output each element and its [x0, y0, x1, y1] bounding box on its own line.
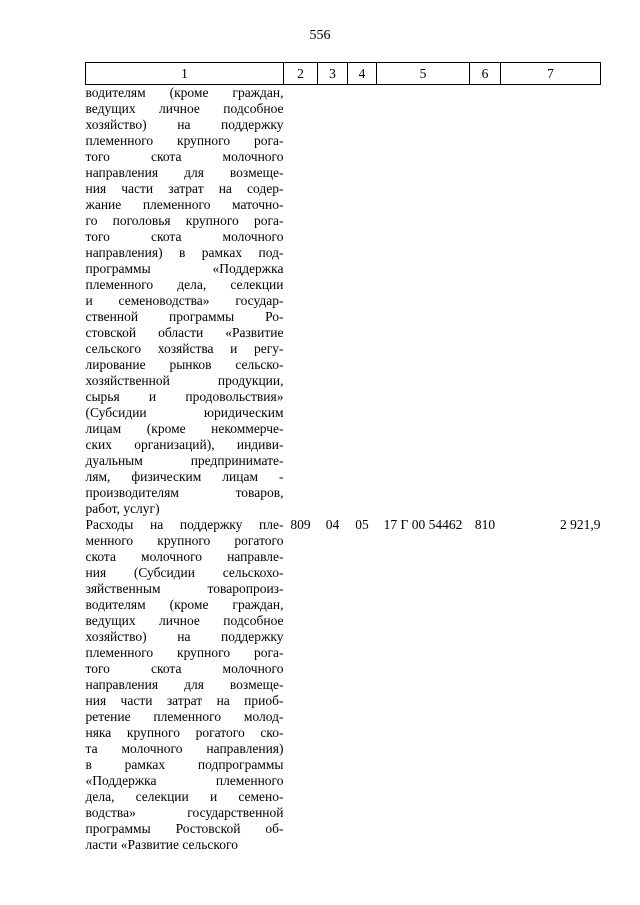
col-header-6: 6: [470, 63, 501, 85]
description-line: того скота молочного: [85, 149, 284, 164]
description-line: сельского хозяйства и регу-: [85, 341, 284, 356]
expense-description: [86, 517, 284, 861]
expense-description: [86, 85, 284, 518]
description-line: лицам (кроме некоммерче-: [85, 421, 284, 436]
description-line: дуальным предпринимате-: [85, 453, 284, 468]
budget-table: [85, 62, 601, 861]
col-header-4: 4: [348, 63, 377, 85]
description-line: племенного крупного рога-: [85, 133, 284, 148]
table-row: [86, 85, 601, 518]
description-line: того скота молочного: [85, 661, 284, 676]
description-line: ния (Субсидии сельскохо-: [85, 565, 284, 580]
description-line: лирование рынков сельско-: [85, 357, 284, 372]
expense-type-cell: 810: [474, 517, 496, 532]
description-line: направления для возмеще-: [85, 165, 284, 180]
subsection-code-cell: 05: [355, 517, 369, 532]
description-line: стовской области «Развитие: [85, 325, 284, 340]
description-line: ственной программы Ро-: [85, 309, 284, 324]
description-line: сырья и продовольствия»: [85, 389, 284, 404]
col-header-2: 2: [284, 63, 318, 85]
description-line: и семеноводства» государ-: [85, 293, 284, 308]
description-line: того скота молочного: [85, 229, 284, 244]
ministry-code-cell: 809: [290, 517, 311, 532]
target-article-cell: 17 Г 00 54462: [383, 517, 463, 532]
description-line: «Поддержка племенного: [85, 773, 284, 788]
description-line: скота молочного направле-: [85, 549, 284, 564]
section-code-cell: [318, 85, 348, 518]
description-line: ния части затрат на приоб-: [85, 693, 284, 708]
description-line: дела, селекции и семено-: [85, 789, 284, 804]
page-number: 556: [309, 28, 331, 43]
description-line: ния части затрат на содер-: [85, 181, 284, 196]
target-article-cell: [377, 85, 470, 518]
description-line: ласти «Развитие сельского: [85, 837, 239, 852]
description-line: жание племенного маточно-: [85, 197, 284, 212]
description-line: племенного дела, селекции: [85, 277, 284, 292]
description-line: хозяйство) на поддержку: [85, 629, 284, 644]
description-line: программы «Поддержка: [85, 261, 284, 276]
subsection-code-cell: [348, 85, 377, 518]
col-header-7: 7: [501, 63, 601, 85]
description-line: няка крупного рогатого ско-: [85, 725, 284, 740]
amount-cell: [501, 85, 601, 518]
description-line: ведущих личное подсобное: [85, 613, 284, 628]
description-line: лям, физическим лицам -: [85, 469, 284, 484]
ministry-code-cell: [284, 85, 318, 518]
description-line: водителям (кроме граждан,: [85, 597, 284, 612]
col-header-1: 1: [86, 63, 284, 85]
description-line: направления) в рамках под-: [85, 245, 284, 260]
description-line: водства» государственной: [85, 805, 284, 820]
expense-type-cell: [470, 85, 501, 518]
description-line: менного крупного рогатого: [85, 533, 284, 548]
description-line: направления для возмеще-: [85, 677, 284, 692]
amount-cell: 2 921,9: [560, 517, 601, 532]
description-line: ведущих личное подсобное: [85, 101, 284, 116]
description-line: в рамках подпрограммы: [85, 757, 284, 772]
col-header-5: 5: [377, 63, 470, 85]
description-line: го поголовья крупного рога-: [85, 213, 284, 228]
column-number-header: [86, 63, 601, 85]
description-line: ских организаций), индиви-: [85, 437, 284, 452]
description-line: хозяйство) на поддержку: [85, 117, 284, 132]
description-line: (Субсидии юридическим: [85, 405, 284, 420]
description-line: племенного крупного рога-: [85, 645, 284, 660]
description-line: Расходы на поддержку пле-: [85, 517, 284, 532]
description-line: производителям товаров,: [85, 485, 284, 500]
table-row: [86, 517, 601, 861]
description-line: работ, услуг): [85, 501, 160, 516]
description-line: ретение племенного молод-: [85, 709, 284, 724]
description-line: водителям (кроме граждан,: [85, 85, 284, 100]
description-line: та молочного направления): [85, 741, 284, 756]
description-line: хозяйственной продукции,: [85, 373, 284, 388]
description-line: зяйственным товаропроиз-: [85, 581, 284, 596]
col-header-3: 3: [318, 63, 348, 85]
description-line: программы Ростовской об-: [85, 821, 284, 836]
section-code-cell: 04: [325, 517, 340, 532]
